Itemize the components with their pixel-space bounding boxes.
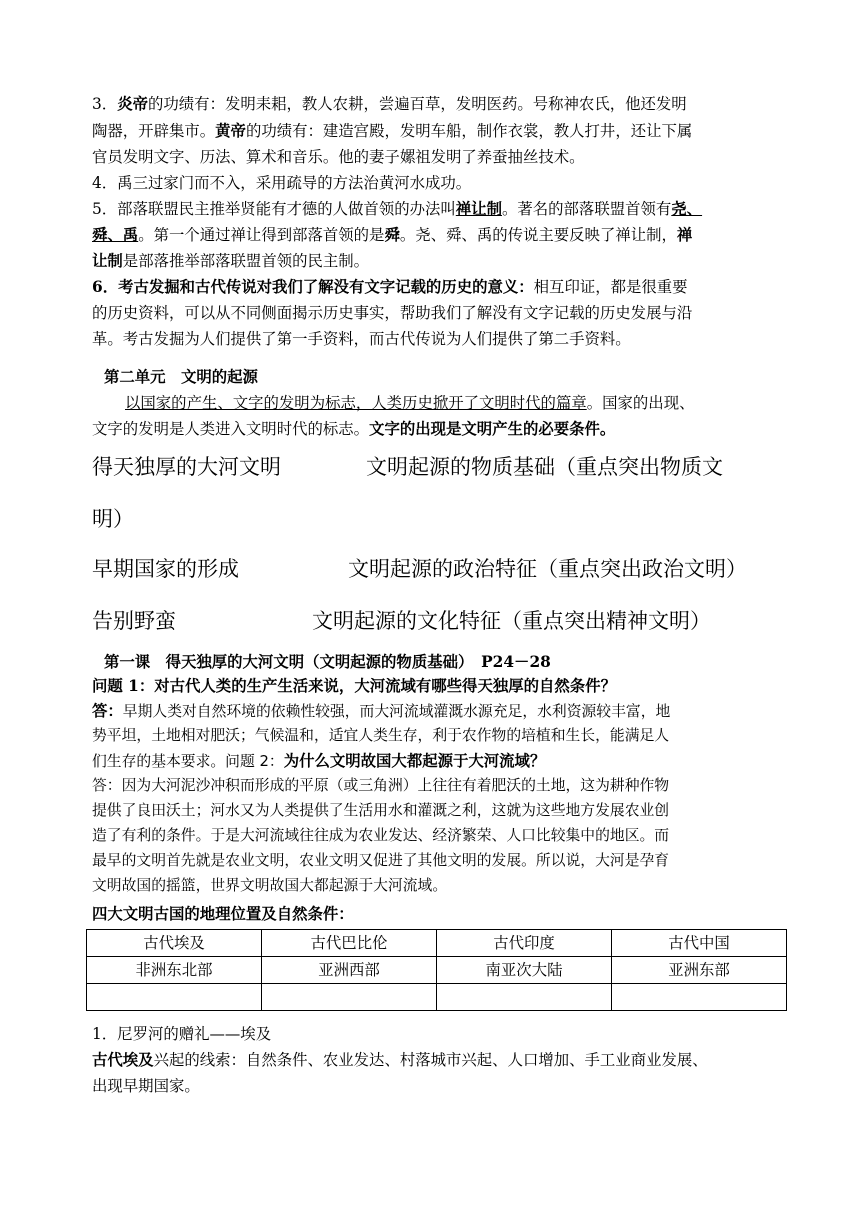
table-cell: 非洲东北部 [87,957,262,984]
item6-line2: 的历史资料，可以从不同侧面揭示历史事实，帮助我们了解没有文字记载的历史发展与沿 [92,304,693,322]
answer-2-line1: 答：因为大河泥沙冲积而形成的平原（或三角洲）上往往有着肥沃的土地，这为耕种作物 [92,777,670,794]
huangdi-term: 黄帝 [215,122,246,140]
table-header-cell: 古代印度 [437,930,612,957]
unit2-intro-line1: 以国家的产生、文字的发明为标志，人类历史掀开了文明时代的篇章。国家的出现、 [125,394,695,412]
outline-1-right: 文明起源的物质基础（重点突出物质文 [366,455,723,479]
outline-1-left: 得天独厚的大河文明 [92,455,281,479]
outline-3-left: 告别野蛮 [92,609,176,633]
answer-2-line3: 造了有利的条件。于是大河流域往往成为农业发达、经济繁荣、人口比较集中的地区。而 [92,827,670,844]
egypt-line2: 出现早期国家。 [92,1077,200,1095]
table-cell [262,984,437,1011]
item5-line2: 舜、禹。第一个通过禅让得到部落首领的是舜。尧、舜、禹的传说主要反映了禅让制，禅 [92,226,693,244]
table-header-cell: 古代巴比伦 [262,930,437,957]
table-cell: 亚洲东部 [612,957,787,984]
item3-line2: 陶器，开辟集市。黄帝的功绩有：建造宫殿，发明车船，制作衣裳，教人打井，还让下属 [92,122,693,140]
answer-2-line2: 提供了良田沃土；河水又为人类提供了生活用水和灌溉之利，这就为这些地方发展农业创 [92,802,670,819]
answer-2-line4: 最早的文明首先就是农业文明，农业文明又促进了其他文明的发展。所以说，大河是孕育 [92,852,670,869]
question-2: 为什么文明故国大都起源于大河流域？ [283,752,546,770]
egypt-heading: 1．尼罗河的赠礼——埃及 [92,1025,272,1043]
item3-line3: 官员发明文字、历法、算术和音乐。他的妻子嫘祖发明了养蚕抽丝技术。 [92,148,585,166]
yandi-term: 炎帝 [117,95,148,113]
outline-3-right: 文明起源的文化特征（重点突出精神文明） [312,609,711,633]
table-cell [612,984,787,1011]
egypt-line1: 古代埃及兴起的线索：自然条件、农业发达、村落城市兴起、人口增加、手工业商业发展、 [92,1051,708,1069]
answer-1-line3: 们生存的基本要求。问题 2：为什么文明故国大都起源于大河流域？ [92,752,546,770]
item5-line1: 5．部落联盟民主推举贤能有才德的人做首领的办法叫禅让制。著名的部落联盟首领有尧、 [92,200,703,218]
table-row [87,957,787,984]
item5-line3: 让制是部落推举部落联盟首领的民主制。 [92,252,370,270]
table-cell [437,984,612,1011]
table-header-cell: 古代埃及 [87,930,262,957]
answer-1-line1: 答：早期人类对自然环境的依赖性较强，而大河流域灌溉水源充足，水利资源较丰富，地 [92,702,671,720]
answer-1-line2: 势平坦，土地相对肥沃；气候温和，适宜人类生存，利于农作物的培植和生长，能满足人 [92,727,670,744]
item3-line1: 3．炎帝的功绩有：发明耒耜，教人农耕，尝遍百草，发明医药。号称神农氏，他还发明 [92,95,687,113]
table-cell [87,984,262,1011]
table-cell: 南亚次大陆 [437,957,612,984]
item4: 4．禹三过家门而不入，采用疏导的方法治黄河水成功。 [92,174,472,192]
table-cell: 亚洲西部 [262,957,437,984]
table-row [87,930,787,957]
outline-2-right: 文明起源的政治特征（重点突出政治文明） [348,557,747,581]
outline-1-cont: 明） [92,507,134,531]
answer-2-line5: 文明故国的摇篮，世界文明故国大都起源于大河流域。 [92,877,448,894]
table-title: 四大文明古国的地理位置及自然条件： [92,905,354,923]
chanrang-term: 禅让制 [455,200,502,218]
outline-2-left: 早期国家的形成 [92,557,239,581]
lesson1-heading: 第一课 得天独厚的大河文明（文明起源的物质基础） P24－28 [104,653,551,671]
unit2-heading: 第二单元 文明的起源 [104,368,258,386]
item6-line1: 6．考古发掘和古代传说对我们了解没有文字记载的历史的意义：相互印证，都是很重要 [92,278,688,296]
table-row [87,984,787,1011]
table-header-cell: 古代中国 [612,930,787,957]
civilizations-table [86,929,787,1011]
item6-line3: 革。考古发掘为人们提供了第一手资料，而古代传说为人们提供了第二手资料。 [92,330,631,348]
question-1: 问题 1：对古代人类的生产生活来说，大河流域有哪些得天独厚的自然条件？ [92,677,616,695]
unit2-intro-line2: 文字的发明是人类进入文明时代的标志。文字的出现是文明产生的必要条件。 [92,420,616,438]
